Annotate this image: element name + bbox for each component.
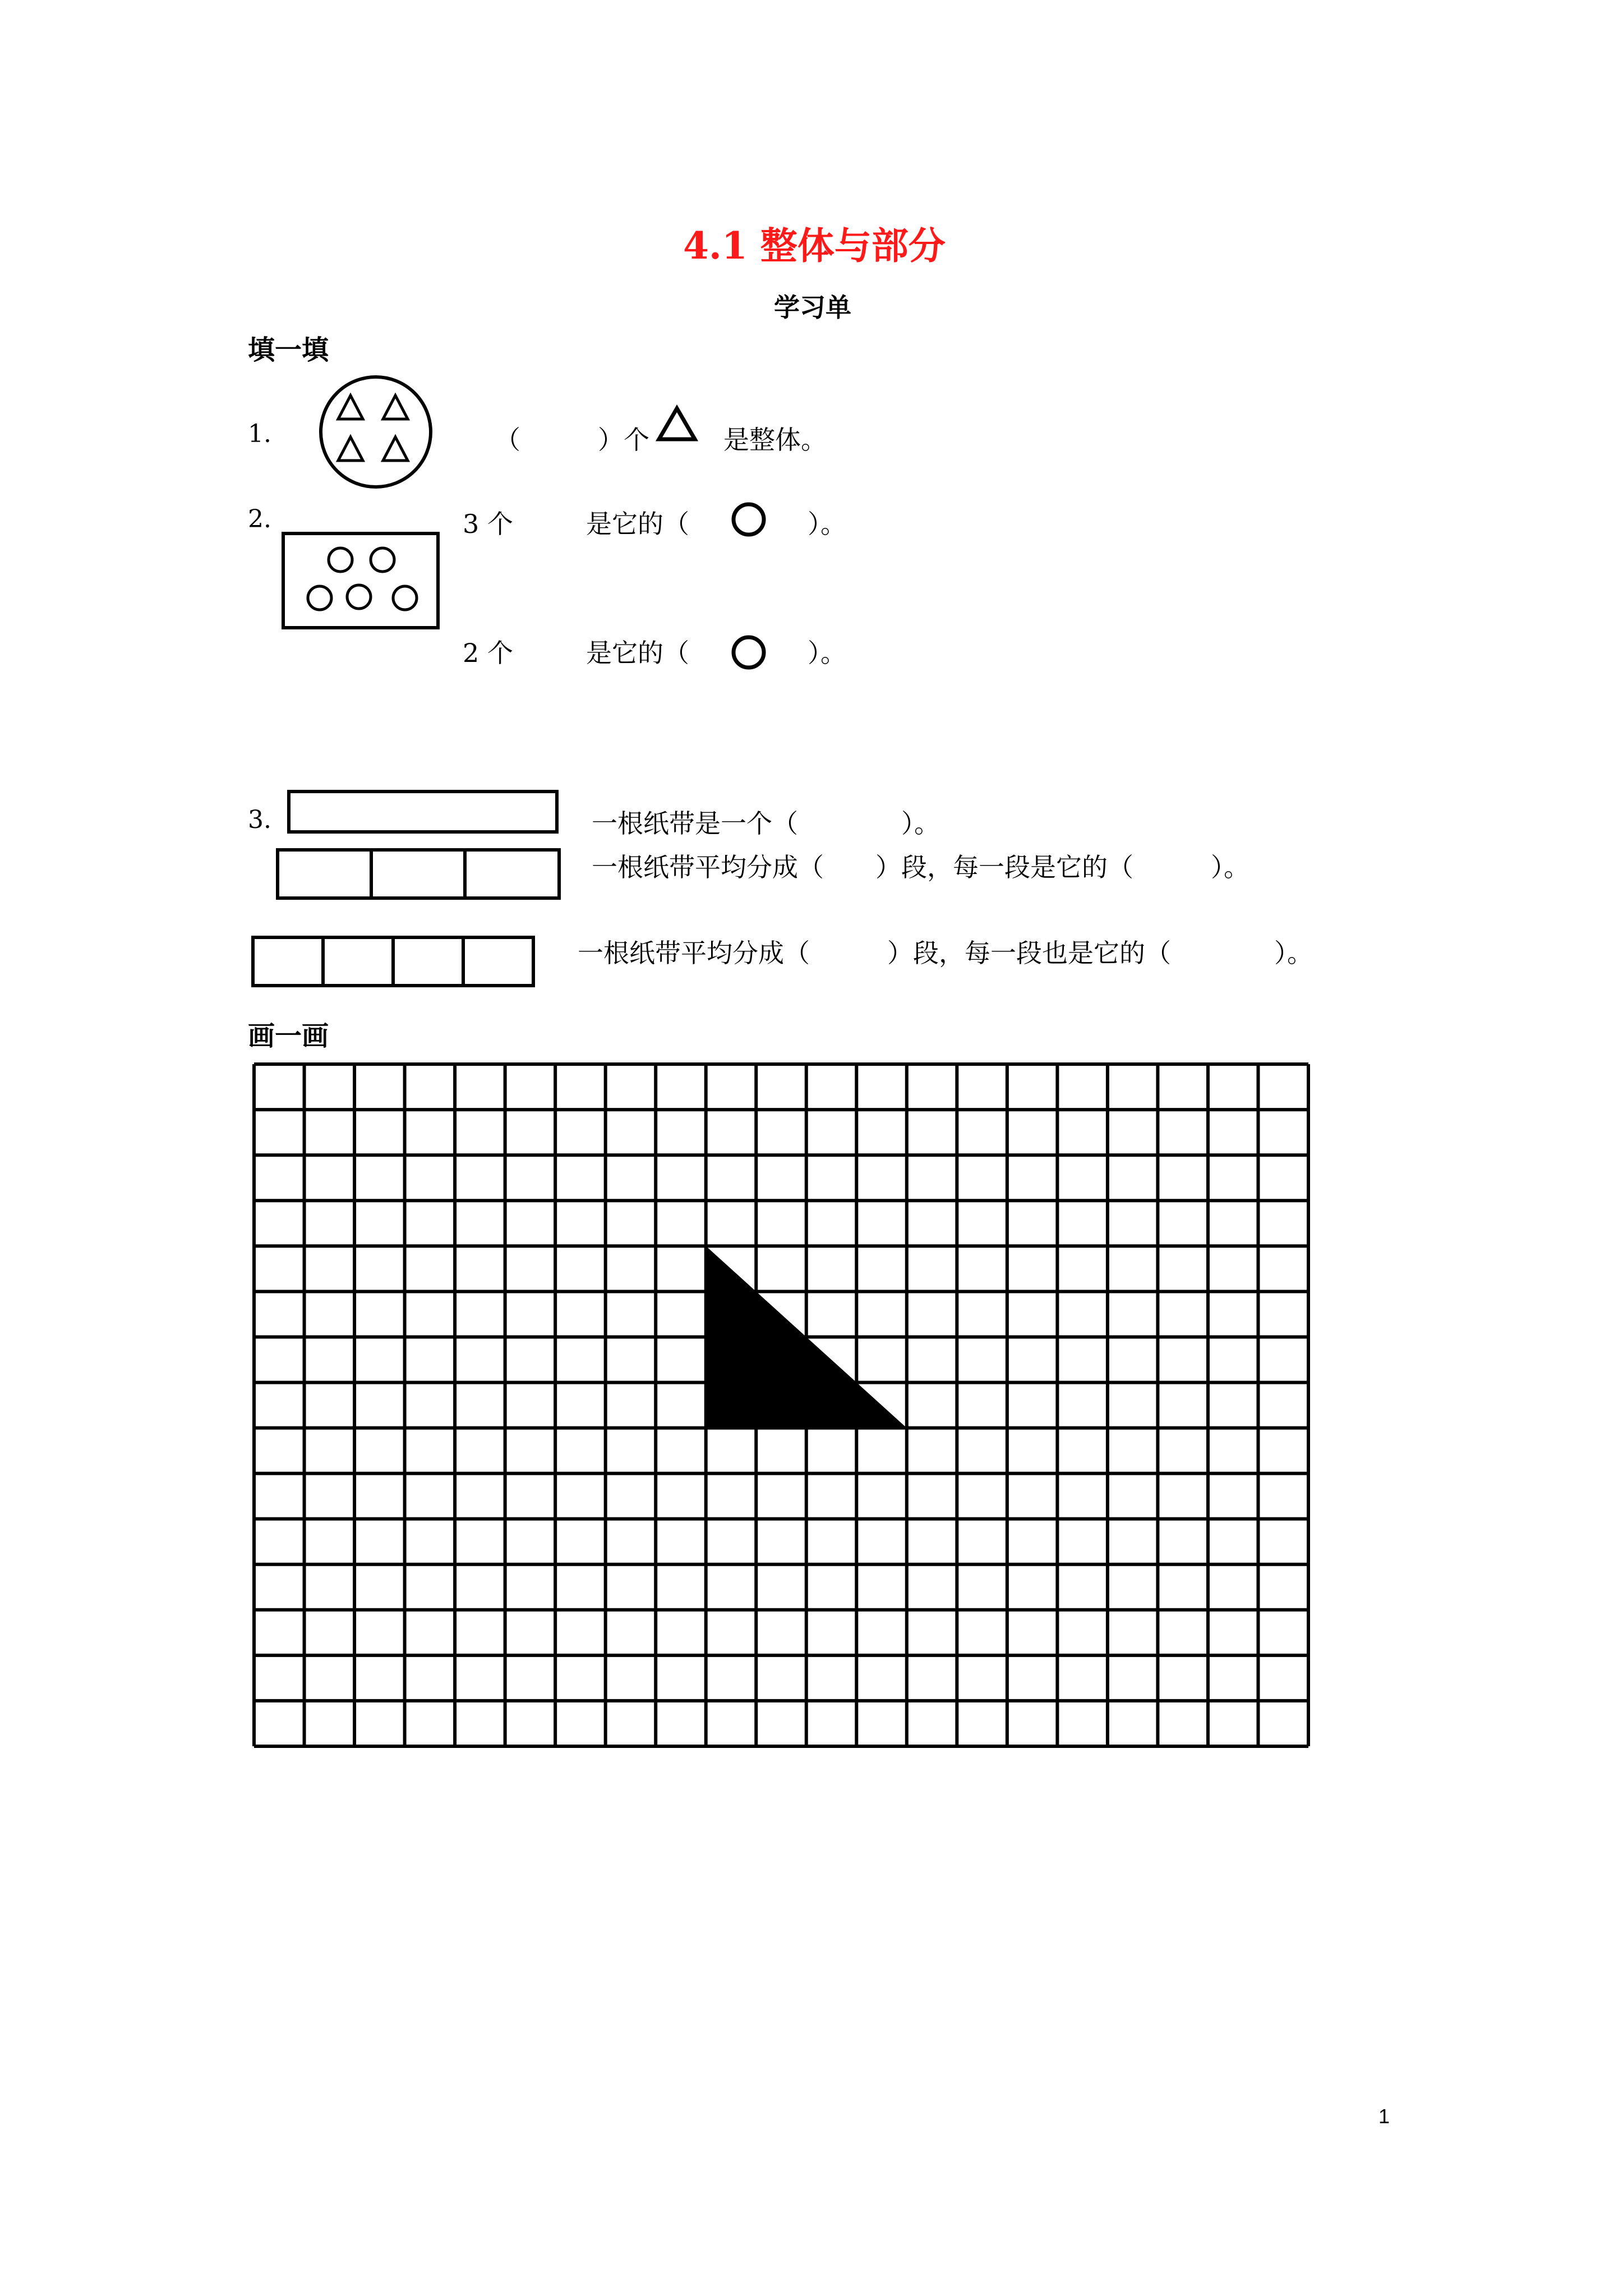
drawing-grid[interactable] xyxy=(252,1062,1310,1748)
question-2-line-2-text: 是它的（ xyxy=(586,638,689,668)
question-2-number: 2. xyxy=(248,505,271,533)
paper-strip-thirds xyxy=(276,848,561,900)
section-heading-fill: 填一填 xyxy=(248,334,329,366)
circle-icon xyxy=(730,634,767,671)
question-2-line-1-text: 是它的（ xyxy=(586,509,689,539)
question-3-line-3: 一根纸带平均分成（ ）段，每一段也是它的（ ）。 xyxy=(578,938,1313,968)
question-2-line-2-end: ）。 xyxy=(808,638,846,668)
question-3-line-2: 一根纸带平均分成（ ）段，每一段是它的（ ）。 xyxy=(592,852,1249,882)
question-1-tail-text: 是整体。 xyxy=(723,425,827,455)
question-1-number: 1. xyxy=(248,420,271,448)
question-1-blank-text: （ ）个 xyxy=(495,425,649,455)
question-2-line-2-count: 2 个 xyxy=(463,638,513,668)
question-2-line-1-end: ）。 xyxy=(808,509,846,539)
section-heading-draw: 画一画 xyxy=(248,1020,329,1052)
box-of-circles-figure xyxy=(282,532,440,629)
question-3-line-1: 一根纸带是一个（ ）。 xyxy=(592,808,940,839)
question-2-line-1-count: 3 个 xyxy=(463,509,513,539)
paper-strip-whole xyxy=(287,790,559,834)
page-title: 4.1 整体与部分 xyxy=(683,224,946,268)
question-3-number: 3. xyxy=(248,806,271,834)
circle-of-triangles-figure xyxy=(317,373,435,491)
circle-icon xyxy=(730,501,767,538)
page-number: 1 xyxy=(1378,2105,1390,2128)
page-subtitle: 学习单 xyxy=(774,292,851,323)
triangle-icon xyxy=(656,405,698,442)
paper-strip-quarters xyxy=(251,936,535,987)
